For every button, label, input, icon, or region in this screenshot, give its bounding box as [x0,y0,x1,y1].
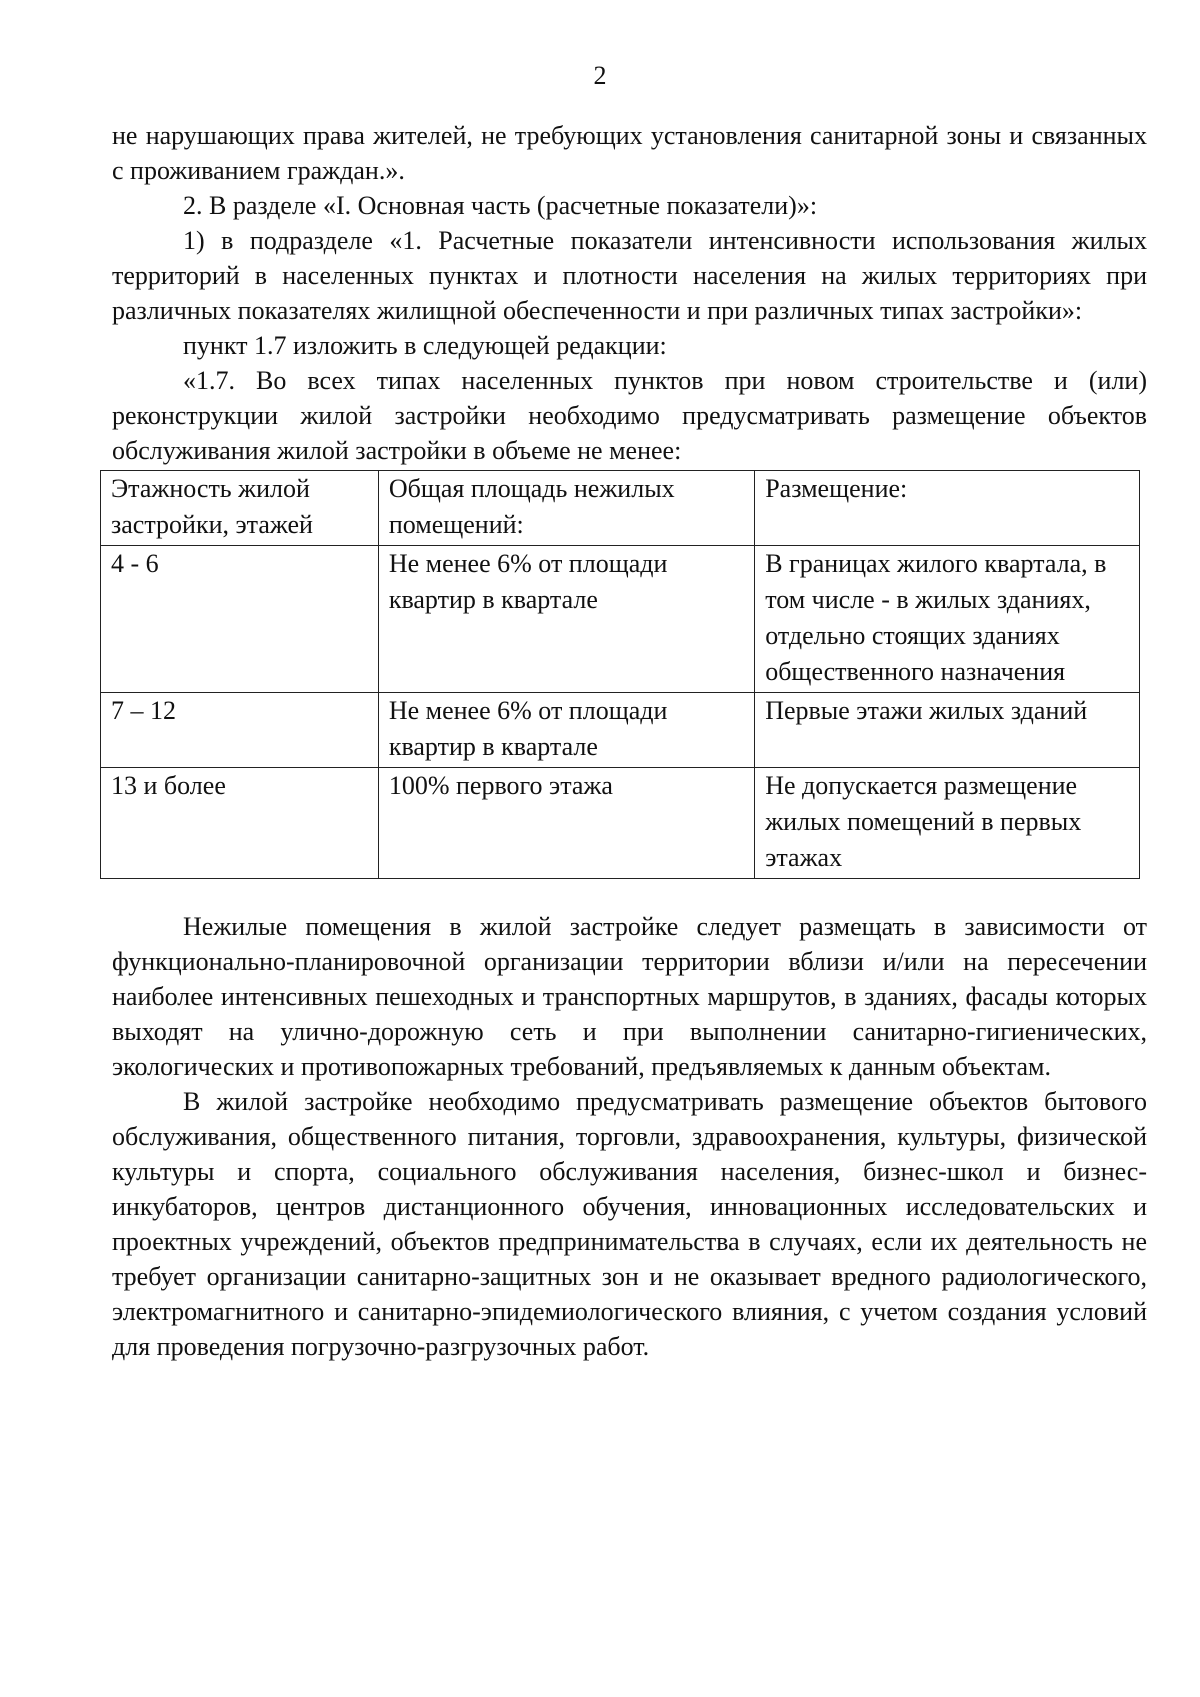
table-cell: 100% первого этажа [378,768,754,879]
paragraph-section-heading: 2. В разделе «I. Основная часть (расчетные показатели)»: [183,191,818,220]
paragraph-required-objects: В жилой застройке необходимо предусматривать размещение объектов бытового обслуживания, общественного питания, торговли, здравоохранения, культуры, физической культуры и спорта, социального обслуживания населения, бизнес-школ и бизнес-инкубаторов, центров дистанционного обучения, инновационных исследовательских и проектных учреждений, объектов предпринимательства в случаях, если их деятельность не требует организации санитарно-защитных зон и не оказывает вредного радиологического, электромагнитного и санитарно-эпидемиологического влияния, с учетом создания условий для проведения погрузочно-разгрузочных работ. [112,1087,1147,1361]
paragraph-clause-intro: пункт 1.7 изложить в следующей редакции: [183,331,667,360]
document-body [112,118,1147,1364]
table-header-row [101,471,1140,546]
table-cell: Не менее 6% от площади квартир в квартале [378,693,754,768]
table-row [101,546,1140,693]
table-cell: 13 и более [101,768,379,879]
table-row [101,693,1140,768]
paragraph-subsection: 1) в подразделе «1. Расчетные показатели интенсивности использования жилых территорий в населенных пунктах и плотности населения на жилых территориях при различных показателях жилищной обеспеченности и при различных типах застройки»: [112,226,1147,325]
table-cell: В границах жилого квартала, в том числе - в жилых зданиях, отдельно стоящих зданиях общественного назначения [755,546,1140,693]
table-cell: Не менее 6% от площади квартир в квартале [378,546,754,693]
table-cell: 7 – 12 [101,693,379,768]
page-number: 2 [593,61,607,90]
table-cell: 4 - 6 [101,546,379,693]
table-header-cell: Общая площадь нежилых помещений: [378,471,754,546]
table-cell: Не допускается размещение жилых помещений в первых этажах [755,768,1140,879]
paragraph-clause-1-7: «1.7. Во всех типах населенных пунктов при новом строительстве и (или) реконструкции жилой застройки необходимо предусматривать размещение объектов обслуживания жилой застройки в объеме не менее: [112,366,1147,465]
norms-table [100,470,1140,879]
table-header-cell: Этажность жилой застройки, этажей [101,471,379,546]
table-cell: Первые этажи жилых зданий [755,693,1140,768]
paragraph-nonresidential-placement: Нежилые помещения в жилой застройке следует размещать в зависимости от функционально-планировочной организации территории вблизи и/или на пересечении наиболее интенсивных пешеходных и транспортных маршрутов, в зданиях, фасады которых выходят на улично-дорожную сеть и при выполнении санитарно-гигиенических, экологических и противопожарных требований, предъявляемых к данным объектам. [112,912,1147,1081]
table-row [101,768,1140,879]
table-header-cell: Размещение: [755,471,1140,546]
paragraph-continuation: не нарушающих права жителей, не требующих установления санитарной зоны и связанных с проживанием граждан.». [112,121,1147,185]
